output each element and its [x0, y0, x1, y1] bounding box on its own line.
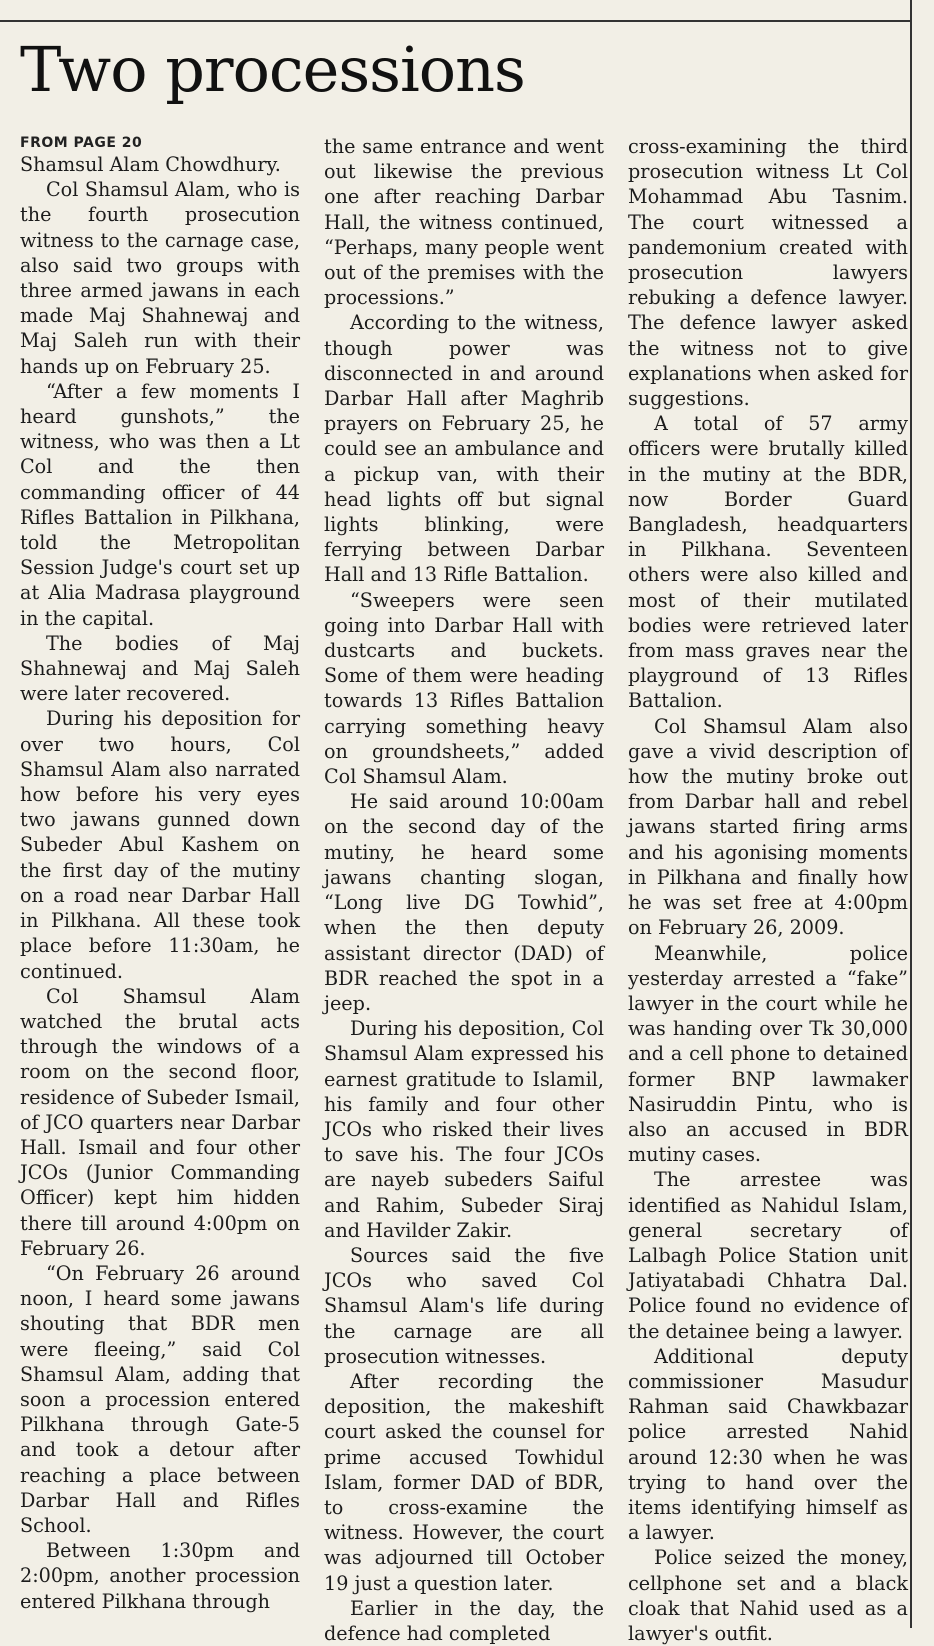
column-2 [324, 134, 605, 1645]
paragraph: Col Shamsul Alam watched the brutal acts through the windows of a room on the second floor, residence of Subeder Ismail, of JCO quarters near Darbar Hall. Ismail and four other JCOs (Junior Commanding Officer) kept him hidden there till around 4:00pm on February 26. [20, 984, 300, 1260]
paragraph: cross-examining the third prosecution witness Lt Col Mohammad Abu Tasnim. The court witnessed a pandemonium created with prosecution lawyers rebuking a defence lawyer. The defence lawyer asked the witness not to give explanations when asked for suggestions. [628, 135, 908, 411]
paragraph: He said around 10:00am on the second day of the mutiny, he heard some jawans chanting slogan, “Long live DG Towhid”, when the then deputy assistant director (DAD) of BDR reached the spot in a jeep. [324, 790, 604, 1015]
paragraph: Police seized the money, cellphone set and a black cloak that Nahid used as a lawyer's outfit. [628, 1546, 908, 1645]
article-body [20, 134, 908, 1645]
headline: Two processions [20, 33, 525, 106]
paragraph: According to the witness, though power was disconnected in and around Darbar Hall after Maghrib prayers on February 25, he could see an ambulance and a pickup van, with their head lights off but signal lights blinking, were ferrying between Darbar Hall and 13 Rifle Battalion. [324, 311, 604, 587]
paragraph: “On February 26 around noon, I heard some jawans shouting that BDR men were fleeing,” said Col Shamsul Alam, adding that soon a procession entered Pilkhana through Gate-5 and took a detour after reaching a place between Darbar Hall and Rifles School. [20, 1261, 300, 1537]
paragraph: “After a few moments I heard gunshots,” the witness, who was then a Lt Col and the then commanding officer of 44 Rifles Battalion in Pilkhana, told the Metropolitan Session Judge's court set up at Alia Madrasa playground in the capital. [20, 379, 300, 630]
paragraph: The arrestee was identified as Nahidul Islam, general secretary of Lalbagh Police Station unit Jatiyatabadi Chhatra Dal. Police found no evidence of the detainee being a lawyer. [628, 1168, 908, 1343]
jump-line: FROM PAGE 20 [20, 135, 143, 151]
top-border-rule [0, 0, 912, 22]
paragraph: Col Shamsul Alam also gave a vivid description of how the mutiny broke out from Darbar hall and rebel jawans started firing arms and his agonising moments in Pilkhana and finally how he was set free at 4:00pm on February 26, 2009. [628, 714, 908, 940]
paragraph: Sources said the five JCOs who saved Col Shamsul Alam's life during the carnage are all prosecution witnesses. [324, 1243, 604, 1368]
paragraph: the same entrance and went out likewise the previous one after reaching Darbar Hall, the witness continued, “Perhaps, many people went out of the premises with the processions.” [324, 135, 604, 310]
paragraph: Additional deputy commissioner Masudur Rahman said Chawkbazar police arrested Nahid around 12:30 when he was trying to hand over the items identifying himself as a lawyer. [628, 1344, 908, 1545]
paragraph: A total of 57 army officers were brutally killed in the mutiny at the BDR, now Border Guard Bangladesh, headquarters in Pilkhana. Seventeen others were also killed and most of their mutilated bodies were retrieved later from mass graves near the playground of 13 Rifles Battalion. [628, 412, 908, 713]
paragraph: Shamsul Alam Chowdhury. [20, 153, 281, 176]
paragraph: During his deposition for over two hours, Col Shamsul Alam also narrated how before his very eyes two jawans gunned down Subeder Abul Kashem on the first day of the mutiny on a road near Darbar Hall in Pilkhana. All these took place before 11:30am, he continued. [20, 707, 300, 983]
paragraph: Col Shamsul Alam, who is the fourth prosecution witness to the carnage case, also said two groups with three armed jawans in each made Maj Shahnewaj and Maj Saleh run with their hands up on February 25. [20, 178, 300, 378]
paragraph: “Sweepers were seen going into Darbar Hall with dustcarts and buckets. Some of them were heading towards 13 Rifles Battalion carrying something heavy on groundsheets,” added Col Shamsul Alam. [324, 588, 604, 789]
paragraph: The bodies of Maj Shahnewaj and Maj Saleh were later recovered. [20, 631, 300, 706]
paragraph: Between 1:30pm and 2:00pm, another procession entered Pilkhana through [20, 1539, 300, 1613]
column-1 [20, 134, 300, 1624]
paragraph: After recording the deposition, the makeshift court asked the counsel for prime accused Towhidul Islam, former DAD of BDR, to cross-examine the witness. However, the court was adjourned till October 19 just a question later. [324, 1369, 604, 1595]
paragraph: Meanwhile, police yesterday arrested a “fake” lawyer in the court while he was handing over Tk 30,000 and a cell phone to detained former BNP lawmaker Nasiruddin Pintu, who is also an accused in BDR mutiny cases. [628, 941, 908, 1167]
paragraph: During his deposition, Col Shamsul Alam expressed his earnest gratitude to Islamil, his family and four other JCOs who risked their lives to save his. The four JCOs are nayeb subeders Saiful and Rahim, Subeder Siraj and Havilder Zakir. [324, 1017, 605, 1242]
column-3 [628, 134, 908, 1645]
paragraph: Earlier in the day, the defence had completed [324, 1596, 604, 1645]
right-border-rule [910, 0, 912, 1628]
